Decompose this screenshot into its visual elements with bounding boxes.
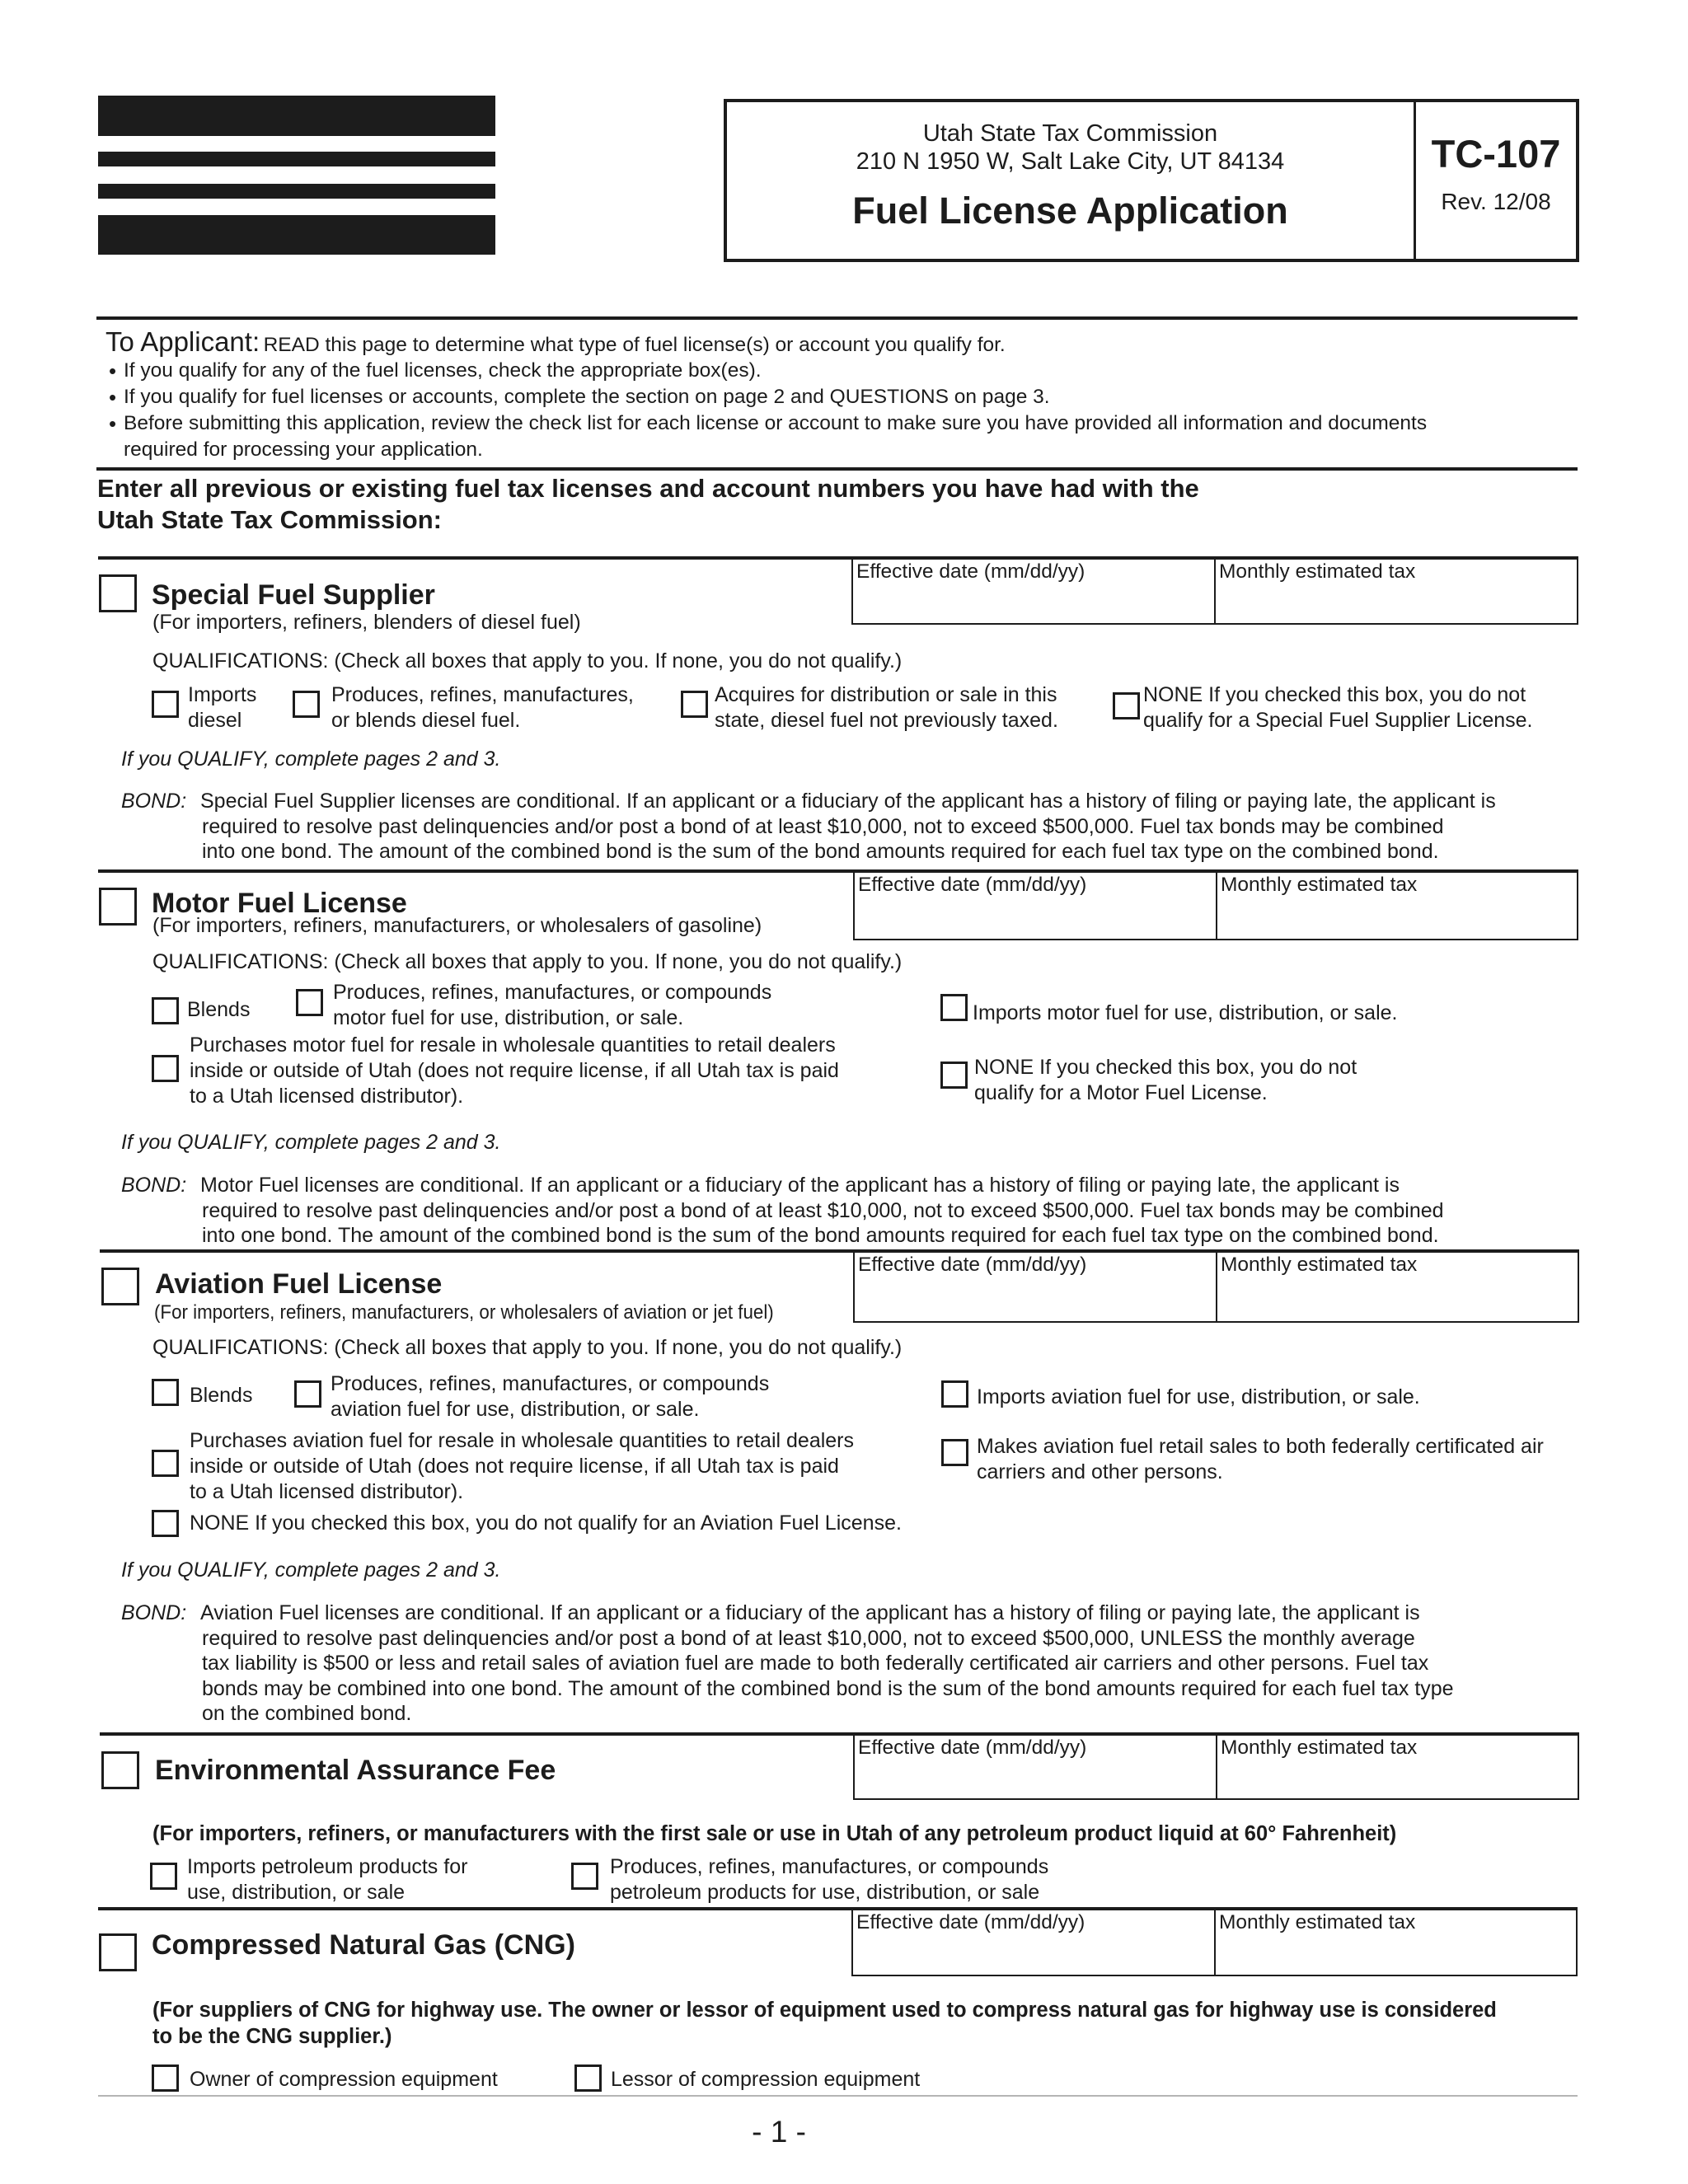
form-number: TC-107	[1431, 132, 1561, 176]
motor-none-checkbox[interactable]	[940, 1062, 968, 1089]
motor-produces-label: Produces, refines, manufactures, or compounds motor fuel for use, distribution, or sale.	[333, 981, 772, 1029]
page-number: - 1 -	[752, 2115, 806, 2149]
monthly-tax-field[interactable]: Monthly estimated tax	[1221, 874, 1418, 896]
barcode-bar	[98, 96, 495, 136]
special-fuel-none-checkbox[interactable]	[1113, 692, 1140, 719]
effective-date-field[interactable]: Effective date (mm/dd/yy)	[856, 1911, 1085, 1933]
barcode-bar	[98, 215, 495, 255]
motor-purchases-checkbox[interactable]	[152, 1055, 179, 1082]
intro-bullet: • If you qualify for any of the fuel licenses, check the appropriate box(es).	[124, 358, 762, 383]
motor-blends-label: Blends	[187, 998, 251, 1021]
form-revision: Rev. 12/08	[1441, 189, 1551, 214]
section-rule	[96, 316, 1578, 320]
motor-purchases-label: Purchases motor fuel for resale in wholesale quantities to retail dealers inside or outside of Utah (does not require license, if all Utah tax is paid to a Utah licensed distributor).	[190, 1033, 839, 1108]
special-fuel-none-label: NONE If you checked this box, you do not qualify for a Special Fuel Supplier License.	[1143, 683, 1533, 732]
intro-bullet: • If you qualify for fuel licenses or accounts, complete the section on page 2 and QUESTIONS on page 3.	[124, 384, 1050, 410]
environmental-note: (For importers, refiners, or manufacturers with the first sale or use in Utah of any petroleum product liquid at 60° Fahrenheit)	[152, 1822, 1397, 1845]
cng-title: Compressed Natural Gas (CNG)	[152, 1929, 575, 1961]
env-produces-label: Produces, refines, manufactures, or compounds petroleum products for use, distribution, or sale	[610, 1855, 1049, 1904]
cng-owner-checkbox[interactable]	[152, 2064, 179, 2092]
motor-produces-checkbox[interactable]	[296, 989, 323, 1016]
form-title: Fuel License Application	[852, 190, 1288, 232]
agency-address: 210 N 1950 W, Salt Lake City, UT 84134	[856, 148, 1285, 175]
special-fuel-title: Special Fuel Supplier	[152, 579, 435, 611]
motor-fuel-subtitle: (For importers, refiners, manufacturers, or wholesalers of gasoline)	[152, 914, 762, 937]
section-rule	[96, 467, 1578, 471]
aviation-imports-checkbox[interactable]	[941, 1380, 968, 1408]
intro-bullet: • Before submitting this application, review the check list for each license or account to make sure you have provided all information and documents	[124, 410, 1427, 436]
aviation-fuel-checkbox[interactable]	[101, 1268, 139, 1305]
environmental-checkbox[interactable]	[101, 1751, 139, 1789]
qualifications-label: QUALIFICATIONS: (Check all boxes that apply to you. If none, you do not qualify.)	[152, 1336, 903, 1359]
aviation-imports-label: Imports aviation fuel for use, distribution, or sale.	[977, 1385, 1420, 1408]
aviation-blends-checkbox[interactable]	[152, 1379, 179, 1406]
aviation-produces-checkbox[interactable]	[294, 1380, 321, 1408]
bond-label: BOND:	[121, 790, 187, 813]
barcode-bar	[98, 152, 495, 166]
barcode-bar	[98, 184, 495, 199]
produces-diesel-label: Produces, refines, manufactures, or blends diesel fuel.	[331, 683, 634, 732]
if-qualify-note: If you QUALIFY, complete pages 2 and 3.	[121, 1558, 501, 1582]
header-divider	[1414, 102, 1416, 259]
motor-fuel-bond-text: Motor Fuel licenses are conditional. If an applicant or a fiduciary of the applicant has a history of filing or paying late, the applicant is required to resolve past delinquencies and/or post a bond of at least $10,000, not to exceed $500,000. Fuel tax bonds may be combined into one bond. The amount of the combined bond is the sum of the bond amounts required for each fuel tax type on the combined bond.	[200, 1174, 1444, 1247]
monthly-tax-field[interactable]: Monthly estimated tax	[1221, 1254, 1418, 1276]
imports-diesel-label: Imports diesel	[188, 683, 257, 732]
motor-fuel-fields	[853, 871, 1578, 940]
monthly-tax-field[interactable]: Monthly estimated tax	[1219, 560, 1416, 583]
qualifications-label: QUALIFICATIONS: (Check all boxes that apply to you. If none, you do not qualify.)	[152, 649, 903, 673]
aviation-retail-label: Makes aviation fuel retail sales to both federally certificated air carriers and other persons.	[977, 1435, 1544, 1483]
aviation-purchases-checkbox[interactable]	[152, 1450, 179, 1477]
motor-none-label: NONE If you checked this box, you do not qualify for a Motor Fuel License.	[974, 1056, 1357, 1104]
aviation-purchases-label: Purchases aviation fuel for resale in wholesale quantities to retail dealers inside or outside of Utah (does not require license, if all Utah tax is paid to a Utah licensed distributor).	[190, 1429, 855, 1503]
aviation-fuel-subtitle: (For importers, refiners, manufacturers, or wholesalers of aviation or jet fuel)	[154, 1301, 774, 1324]
aviation-fuel-title: Aviation Fuel License	[155, 1268, 443, 1300]
effective-date-field[interactable]: Effective date (mm/dd/yy)	[856, 560, 1085, 583]
cng-note: (For suppliers of CNG for highway use. The owner or lessor of equipment used to compress natural gas for highway use is considered to be the CNG supplier.)	[152, 1999, 1497, 2048]
agency-name: Utah State Tax Commission	[922, 120, 1218, 147]
bond-label: BOND:	[121, 1174, 187, 1197]
qualifications-label: QUALIFICATIONS: (Check all boxes that apply to you. If none, you do not qualify.)	[152, 950, 903, 973]
special-fuel-fields	[851, 558, 1578, 625]
acquires-diesel-checkbox[interactable]	[681, 691, 708, 718]
imports-diesel-checkbox[interactable]	[152, 691, 179, 718]
special-fuel-subtitle: (For importers, refiners, blenders of diesel fuel)	[152, 611, 581, 634]
effective-date-field[interactable]: Effective date (mm/dd/yy)	[858, 874, 1087, 896]
form-header-box	[724, 99, 1579, 262]
monthly-tax-field[interactable]: Monthly estimated tax	[1219, 1911, 1416, 1933]
bond-label: BOND:	[121, 1601, 187, 1624]
environmental-title: Environmental Assurance Fee	[155, 1755, 556, 1786]
motor-fuel-checkbox[interactable]	[99, 888, 137, 926]
aviation-produces-label: Produces, refines, manufactures, or compounds aviation fuel for use, distribution, or sale.	[331, 1372, 770, 1421]
aviation-none-checkbox[interactable]	[152, 1510, 179, 1537]
if-qualify-note: If you QUALIFY, complete pages 2 and 3.	[121, 748, 501, 771]
footer-rule	[98, 2095, 1578, 2097]
enter-previous-heading: Enter all previous or existing fuel tax licenses and account numbers you have had with the	[97, 474, 1199, 503]
cng-fields	[851, 1909, 1578, 1976]
effective-date-field[interactable]: Effective date (mm/dd/yy)	[858, 1254, 1087, 1276]
if-qualify-note: If you QUALIFY, complete pages 2 and 3.	[121, 1131, 501, 1154]
aviation-retail-checkbox[interactable]	[941, 1439, 968, 1466]
aviation-none-label: NONE If you checked this box, you do not qualify for an Aviation Fuel License.	[190, 1511, 902, 1535]
motor-imports-checkbox[interactable]	[940, 994, 968, 1021]
env-imports-checkbox[interactable]	[150, 1863, 177, 1890]
env-produces-checkbox[interactable]	[571, 1863, 598, 1890]
special-fuel-checkbox[interactable]	[99, 574, 137, 612]
enter-previous-heading-cont: Utah State Tax Commission:	[97, 505, 443, 534]
cng-owner-label: Owner of compression equipment	[190, 2068, 498, 2091]
intro-lead-text: READ this page to determine what type of fuel license(s) or account you qualify for.	[263, 334, 1006, 356]
env-imports-label: Imports petroleum products for use, distribution, or sale	[187, 1855, 468, 1904]
motor-fuel-title: Motor Fuel License	[152, 888, 407, 919]
aviation-fuel-bond-text: Aviation Fuel licenses are conditional. If an applicant or a fiduciary of the applicant has a history of filing or paying late, the applicant is required to resolve past delinquencies and/or post a bond of at least $10,000, not to exceed $500,000, UNLESS the monthly average tax liability is $500 or less and retail sales of aviation fuel are made to both federally certificated air carriers and other persons. Fuel tax bonds may be combined into one bond. The amount of the combined bond is the sum of the bond amounts required for each fuel tax type on the combined bond.	[200, 1601, 1454, 1725]
acquires-diesel-label: Acquires for distribution or sale in this state, diesel fuel not previously taxed.	[715, 683, 1058, 732]
cng-lessor-label: Lessor of compression equipment	[611, 2068, 921, 2091]
special-fuel-bond-text: Special Fuel Supplier licenses are conditional. If an applicant or a fiduciary of the applicant has a history of filing or paying late, the applicant is required to resolve past delinquencies and/or post a bond of at least $10,000, not to exceed $500,000. Fuel tax bonds may be combined into one bond. The amount of the combined bond is the sum of the bond amounts required for each fuel tax type on the combined bond.	[200, 790, 1496, 863]
environmental-fields	[853, 1734, 1579, 1800]
aviation-fuel-fields	[853, 1251, 1579, 1323]
cng-lessor-checkbox[interactable]	[574, 2064, 602, 2092]
monthly-tax-field[interactable]: Monthly estimated tax	[1221, 1736, 1418, 1759]
cng-checkbox[interactable]	[99, 1933, 137, 1971]
produces-diesel-checkbox[interactable]	[293, 691, 320, 718]
intro-lead	[106, 326, 1006, 358]
effective-date-field[interactable]: Effective date (mm/dd/yy)	[858, 1736, 1087, 1759]
intro-bullet-cont: required for processing your application.	[124, 438, 483, 461]
aviation-blends-label: Blends	[190, 1384, 253, 1407]
intro-lead-label: To Applicant:	[106, 326, 260, 357]
motor-imports-label: Imports motor fuel for use, distribution, or sale.	[973, 1001, 1398, 1024]
motor-blends-checkbox[interactable]	[152, 997, 179, 1024]
